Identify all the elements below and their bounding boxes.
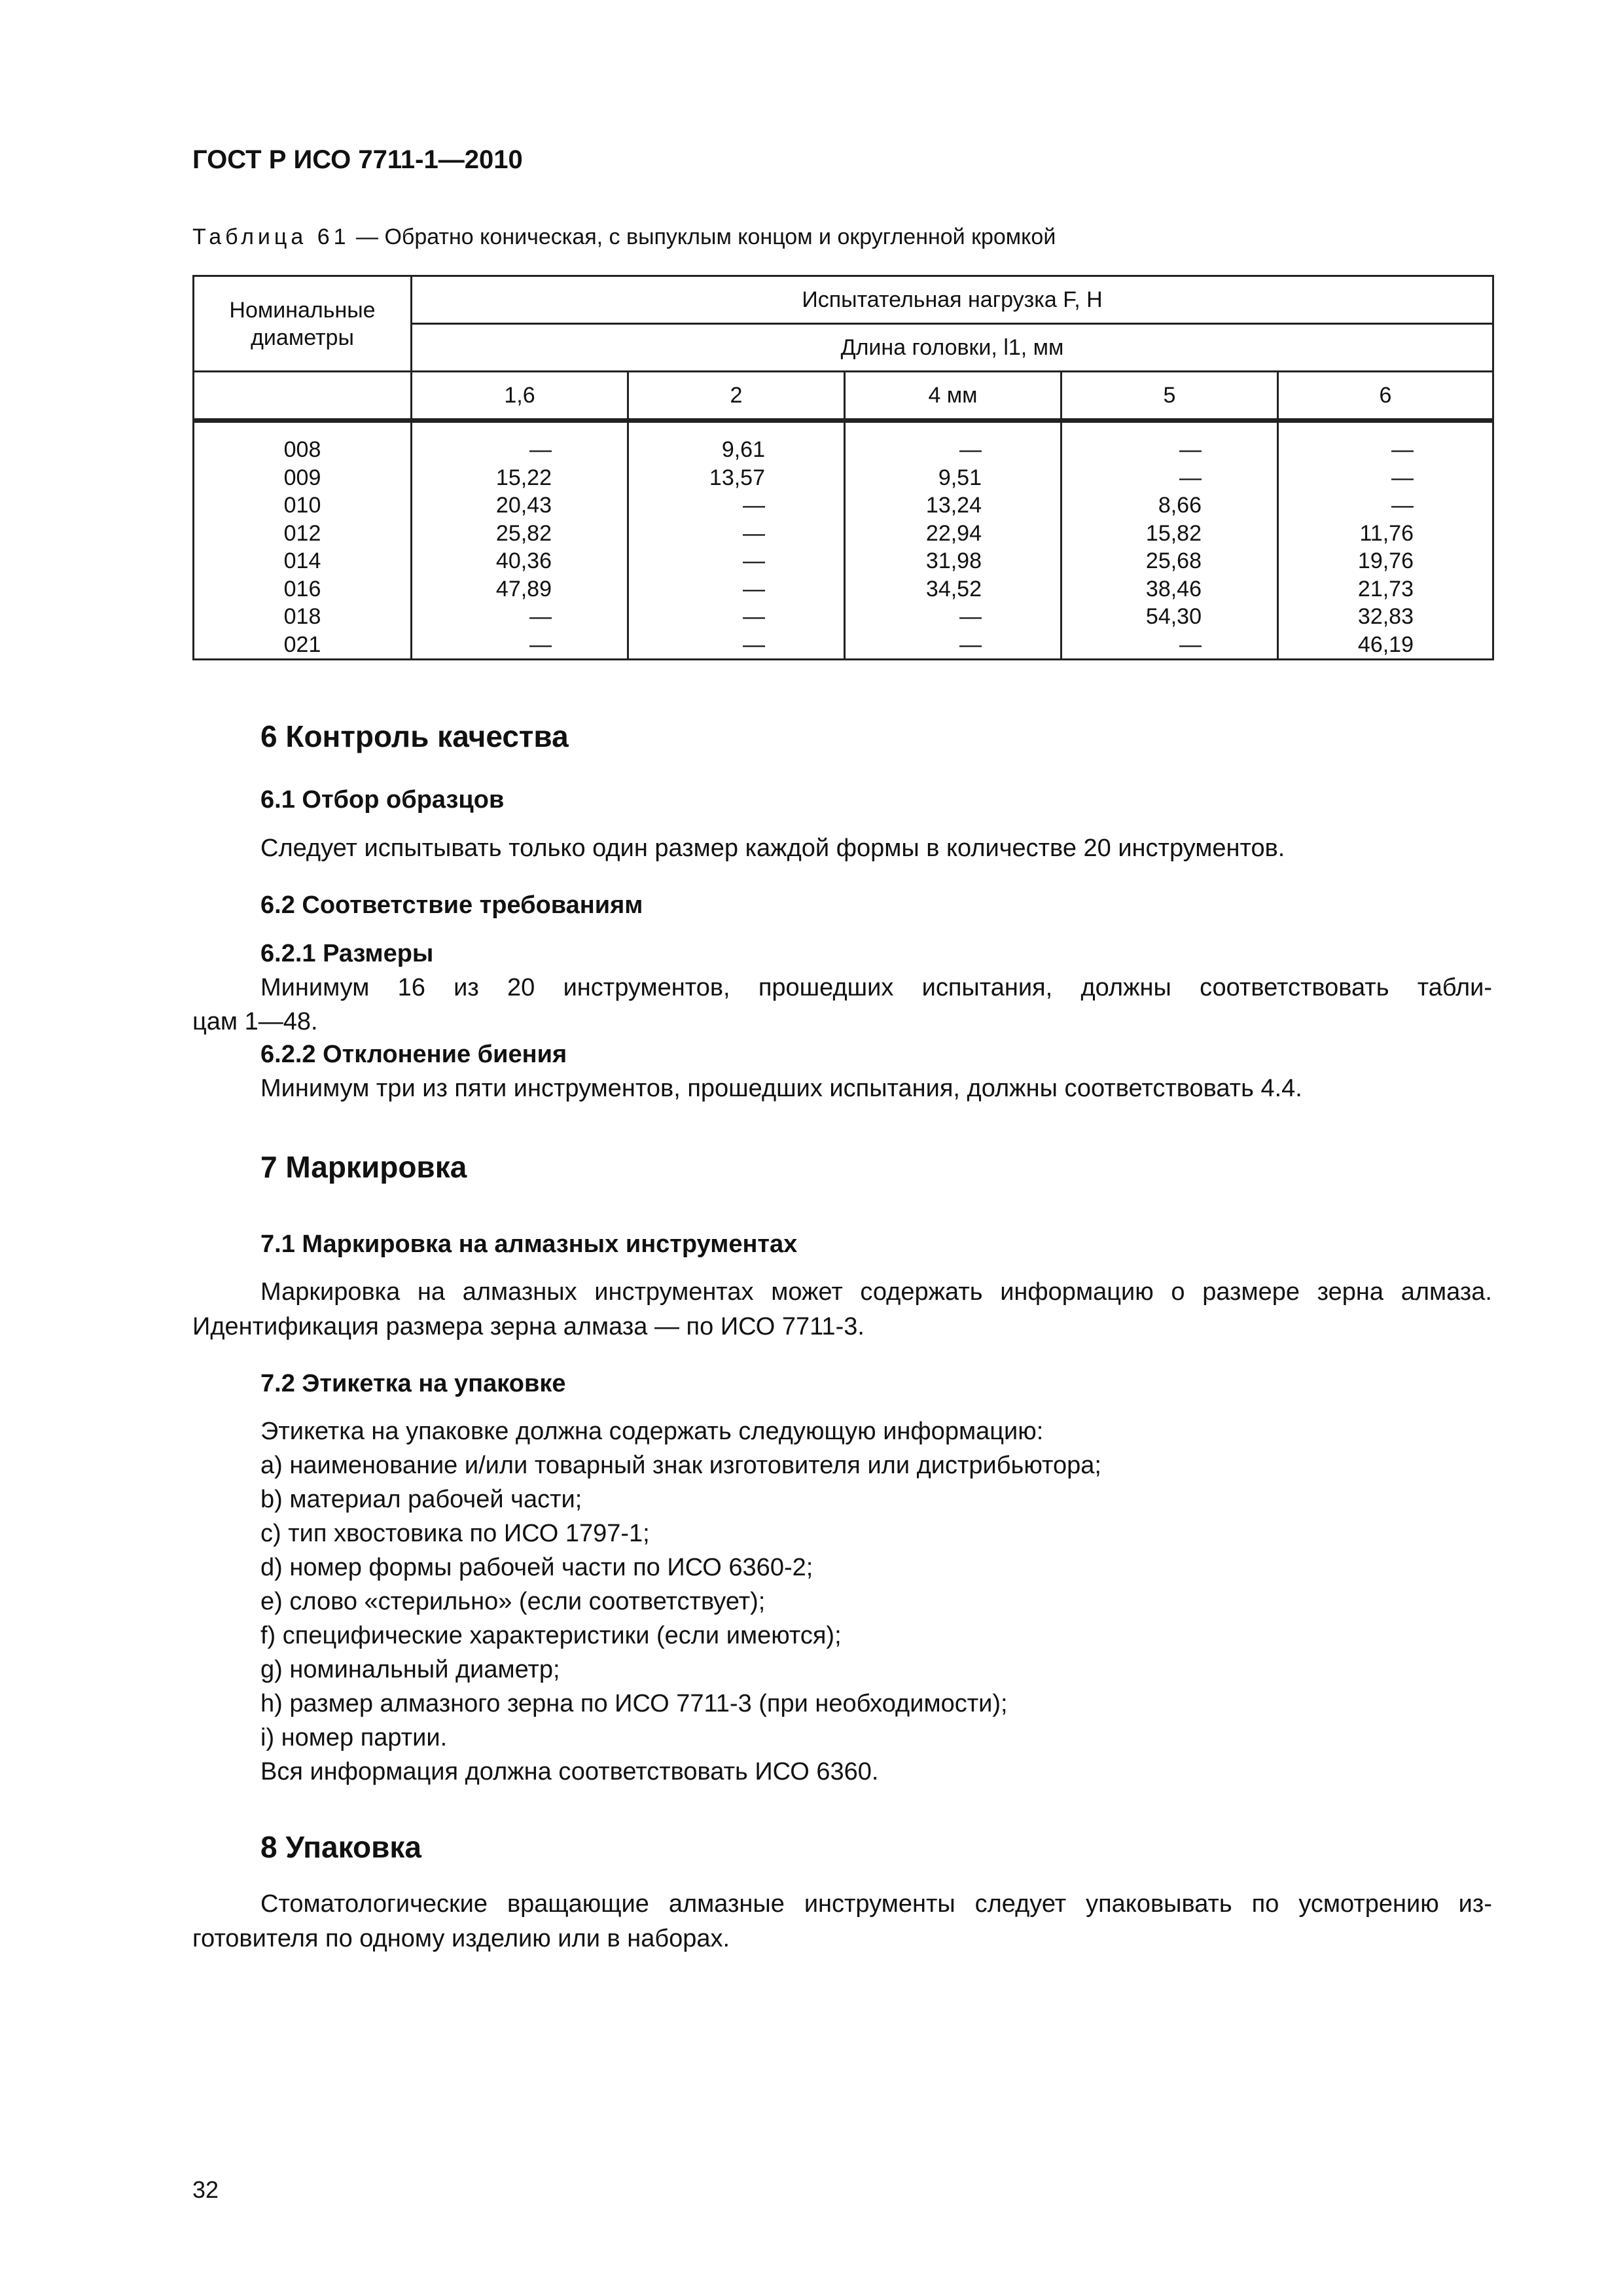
table-cell: 32,83	[1357, 604, 1414, 629]
table-cell: 9,51	[938, 465, 982, 490]
list-item: b) материал рабочей части;	[260, 1486, 582, 1513]
table-cell: —	[1391, 493, 1414, 518]
table-cell: —	[1179, 632, 1202, 657]
table-cell: 25,68	[1145, 548, 1202, 573]
table-cell: 46,19	[1357, 632, 1414, 657]
table-cell: —	[743, 493, 765, 518]
table-cell: 20,43	[495, 493, 552, 518]
diameter-value: 021	[283, 632, 321, 657]
table-cell: 13,57	[709, 465, 765, 490]
table-caption-text: — Обратно коническая, с выпуклым концом и округленной кромкой	[349, 224, 1056, 249]
list-item: c) тип хвостовика по ИСО 1797-1;	[260, 1520, 650, 1547]
table-cell: 11,76	[1359, 520, 1414, 546]
table-cell: —	[743, 632, 765, 657]
column-header: 6	[1278, 372, 1493, 421]
document-header: ГОСТ Р ИСО 7711-1—2010	[192, 145, 523, 174]
section-6-2-1-title: 6.2.1 Размеры	[260, 940, 434, 967]
section-6-1-text: Следует испытывать только один размер каждой формы в количестве 20 инструментов.	[260, 834, 1285, 862]
column-header: 5	[1061, 372, 1278, 421]
table-cell: 47,89	[495, 576, 552, 601]
list-item: h) размер алмазного зерна по ИСО 7711-3 (при необходимости);	[260, 1690, 1008, 1717]
values-column-5	[1061, 421, 1278, 660]
table-cell: 8,66	[1158, 493, 1202, 518]
column-header: 1,6	[412, 372, 628, 421]
table-cell: —	[529, 604, 552, 629]
table-cell: —	[743, 604, 765, 629]
diameter-value: 010	[283, 493, 321, 518]
section-7-2-title: 7.2 Этикетка на упаковке	[260, 1370, 566, 1397]
section-6-2-2-title: 6.2.2 Отклонение биения	[260, 1041, 567, 1068]
diameter-value: 016	[283, 576, 321, 601]
diameter-value: 009	[283, 465, 321, 490]
header-empty	[194, 372, 412, 421]
list-item: d) номер формы рабочей части по ИСО 6360-2;	[260, 1554, 813, 1581]
diameter-value: 012	[283, 520, 321, 546]
table-cell: —	[743, 520, 765, 546]
table-cell: 9,61	[721, 437, 765, 462]
values-column-1-6	[412, 421, 628, 660]
section-7-2-closing: Вся информация должна соответствовать ИСО 6360.	[260, 1758, 879, 1785]
table-cell: 40,36	[495, 548, 552, 573]
table-cell: 19,76	[1357, 548, 1414, 573]
section-8-text-line1: Стоматологические вращающие алмазные инструменты следует упаковывать по усмотрению из-	[260, 1890, 1492, 1918]
section-7-1-title: 7.1 Маркировка на алмазных инструментах	[260, 1230, 798, 1258]
table-cell: —	[959, 437, 982, 462]
values-column-6	[1278, 421, 1493, 660]
list-item: a) наименование и/или товарный знак изготовителя или дистрибьютора;	[260, 1452, 1101, 1479]
table-cell: —	[529, 632, 552, 657]
table-cell: —	[1179, 465, 1202, 490]
section-7-1-text-line1: Маркировка на алмазных инструментах может содержать информацию о размере зерна алмаза.	[260, 1278, 1492, 1306]
section-7-1-text-line2: Идентификация размера зерна алмаза — по ИСО 7711-3.	[192, 1313, 865, 1340]
section-6-1-title: 6.1 Отбор образцов	[260, 786, 505, 814]
section-7-2-intro: Этикетка на упаковке должна содержать следующую информацию:	[260, 1418, 1044, 1445]
table-cell: —	[743, 576, 765, 601]
table-cell: —	[959, 604, 982, 629]
table-cell: —	[1179, 437, 1202, 462]
section-6-title: 6 Контроль качества	[260, 719, 569, 753]
table-cell: 34,52	[925, 576, 982, 601]
values-column-4	[845, 421, 1061, 660]
diameter-value: 014	[283, 548, 321, 573]
table-caption-prefix: Таблица 61	[192, 224, 350, 249]
column-header: 4 мм	[845, 372, 1061, 421]
section-6-2-2-text: Минимум три из пяти инструментов, прошедших испытания, должны соответствовать 4.4.	[260, 1075, 1302, 1102]
column-header: 2	[628, 372, 845, 421]
data-table	[192, 275, 1494, 660]
table-cell: 25,82	[495, 520, 552, 546]
table-cell: 22,94	[925, 520, 982, 546]
table-cell: —	[959, 632, 982, 657]
table-cell: 21,73	[1357, 576, 1414, 601]
list-item: g) номинальный диаметр;	[260, 1656, 560, 1683]
list-item: f) специфические характеристики (если имеются);	[260, 1622, 842, 1649]
diameter-value: 018	[283, 604, 321, 629]
table-cell: 38,46	[1145, 576, 1202, 601]
section-6-2-title: 6.2 Соответствие требованиям	[260, 891, 643, 919]
section-6-2-1-text-line2: цам 1—48.	[192, 1008, 318, 1035]
table-cell: 54,30	[1145, 604, 1202, 629]
section-8-text-line2: готовителя по одному изделию или в наборах.	[192, 1925, 730, 1952]
diameter-value: 008	[283, 437, 321, 462]
header-diameters: Номинальные диаметры	[194, 276, 412, 372]
list-item: e) слово «стерильно» (если соответствует);	[260, 1588, 766, 1615]
section-7-title: 7 Маркировка	[260, 1150, 467, 1184]
table-cell: —	[529, 437, 552, 462]
table-caption	[192, 224, 1056, 250]
page-number: 32	[192, 2176, 219, 2203]
table-cell: —	[1391, 465, 1414, 490]
table-cell: 13,24	[925, 493, 982, 518]
header-length: Длина головки, l1, мм	[412, 324, 1493, 372]
table-cell: 15,82	[1145, 520, 1202, 546]
list-item: i) номер партии.	[260, 1724, 448, 1751]
table-cell: —	[1391, 437, 1414, 462]
table-cell: —	[743, 548, 765, 573]
values-column-2	[628, 421, 845, 660]
table-cell: 15,22	[495, 465, 552, 490]
header-load: Испытательная нагрузка F, Н	[412, 276, 1493, 324]
table-cell: 31,98	[925, 548, 982, 573]
section-8-title: 8 Упаковка	[260, 1830, 421, 1864]
section-6-2-1-text-line1: Минимум 16 из 20 инструментов, прошедших испытания, должны соответствовать табли-	[260, 974, 1492, 1001]
diameters-column	[194, 421, 412, 660]
